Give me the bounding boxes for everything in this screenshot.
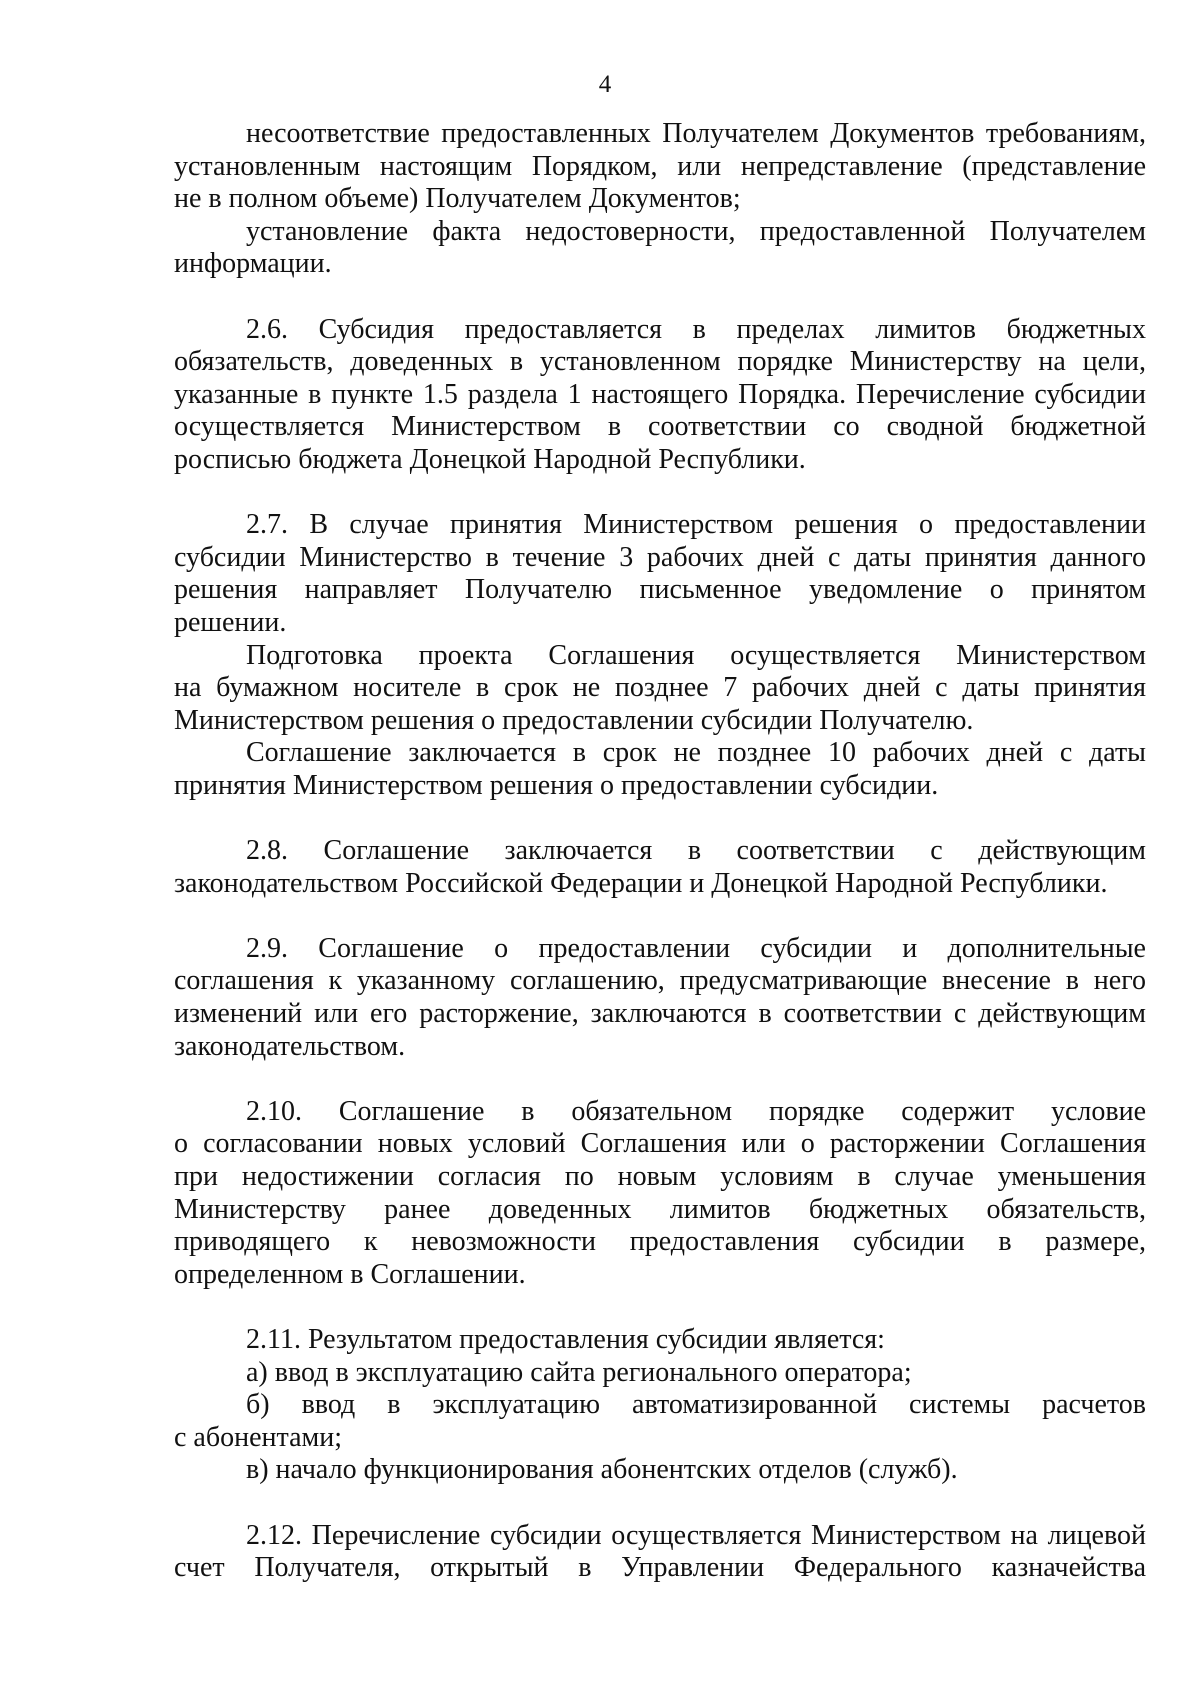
line-row (174, 1520, 1146, 1553)
text-line: 2.8. Соглашение заключается в соответствии с действующим (246, 835, 1146, 867)
text-line: Министерству ранее доведенных лимитов бюджетных обязательств, (174, 1193, 1146, 1225)
text-line: Министерством решения о предоставлении субсидии Получателю. (174, 704, 974, 736)
paragraph-p4 (174, 509, 1146, 639)
text-line: 2.11. Результатом предоставления субсидии является: (246, 1323, 885, 1355)
line-row (174, 998, 1146, 1031)
paragraph-p14 (174, 1520, 1146, 1585)
page-number: 4 (598, 71, 612, 98)
text-line: информации. (174, 248, 332, 280)
paragraph-gap (174, 281, 1146, 314)
text-line: обязательств, доведенных в установленном порядке Министерству на цели, (174, 346, 1146, 378)
paragraph-p1 (174, 118, 1146, 216)
text-line: на бумажном носителе в срок не позднее 7 рабочих дней с даты принятия (174, 672, 1146, 704)
paragraph-gap (174, 1063, 1146, 1096)
paragraph-gap (174, 1487, 1146, 1520)
text-line: законодательством Российской Федерации и Донецкой Народной Республики. (174, 867, 1108, 899)
text-line: указанные в пункте 1.5 раздела 1 настоящего Порядка. Перечисление субсидии (174, 378, 1146, 410)
text-line: решения направляет Получателю письменное уведомление о принятом (174, 574, 1146, 606)
text-line: несоответствие предоставленных Получателем Документов требованиям, (246, 118, 1146, 149)
paragraph-p12 (174, 1389, 1146, 1454)
paragraph-p5 (174, 640, 1146, 738)
text-line: установленным настоящим Порядком, или непредставление (представление (174, 150, 1146, 182)
line-row (174, 1161, 1146, 1194)
line-row (174, 1259, 1146, 1292)
text-line: приводящего к невозможности предоставления субсидии в размере, (174, 1226, 1146, 1258)
line-row (174, 640, 1146, 673)
line-row (174, 216, 1146, 249)
line-row (174, 1454, 1146, 1487)
paragraph-p9 (174, 1096, 1146, 1292)
text-line: при недостижении согласия по новым условиям в случае уменьшения (174, 1161, 1146, 1192)
line-row (174, 183, 1146, 216)
line-row (174, 1128, 1146, 1161)
paragraph-p13 (174, 1454, 1146, 1487)
paragraph-gap (174, 477, 1146, 510)
paragraph-p3 (174, 314, 1146, 477)
line-row (174, 1226, 1146, 1259)
text-line: определенном в Соглашении. (174, 1258, 526, 1290)
line-row (174, 835, 1146, 868)
text-line: 2.7. В случае принятия Министерством решения о предоставлении (246, 509, 1146, 541)
paragraph-gap (174, 900, 1146, 933)
text-line: 2.6. Субсидия предоставляется в пределах лимитов бюджетных (246, 313, 1146, 345)
text-line: не в полном объеме) Получателем Документов; (174, 183, 741, 215)
text-line: а) ввод в эксплуатацию сайта регионального оператора; (246, 1356, 912, 1388)
line-row (174, 248, 1146, 281)
line-row (174, 444, 1146, 477)
text-line: счет Получателя, открытый в Управлении Федерального казначейства (174, 1552, 1146, 1584)
text-line: законодательством. (174, 1030, 406, 1062)
paragraph-p11 (174, 1357, 1146, 1390)
text-line: 2.12. Перечисление субсидии осуществляется Министерством на лицевой (246, 1519, 1146, 1551)
text-line: с абонентами; (174, 1421, 342, 1453)
line-row (174, 346, 1146, 379)
text-line: принятия Министерством решения о предоставлении субсидии. (174, 769, 939, 801)
line-row (174, 1389, 1146, 1422)
line-row (174, 1552, 1146, 1585)
line-row (174, 933, 1146, 966)
line-row (174, 1194, 1146, 1227)
paragraph-gap (174, 802, 1146, 835)
line-row (174, 607, 1146, 640)
text-line: о согласовании новых условий Соглашения или о расторжении Соглашения (174, 1128, 1146, 1160)
text-line: решении. (174, 606, 287, 638)
line-row (174, 868, 1146, 901)
text-line: Соглашение заключается в срок не позднее 10 рабочих дней с даты (246, 737, 1146, 769)
line-row (174, 1324, 1146, 1357)
line-row (174, 672, 1146, 705)
line-row (174, 705, 1146, 738)
document-body (174, 118, 1146, 1585)
line-row (174, 118, 1146, 151)
line-row (174, 314, 1146, 347)
line-row (174, 1096, 1146, 1129)
text-line: субсидии Министерство в течение 3 рабочих дней с даты принятия данного (174, 541, 1146, 573)
text-line: Подготовка проекта Соглашения осуществляется Министерством (246, 639, 1146, 671)
paragraph-p10 (174, 1324, 1146, 1357)
text-line: 2.10. Соглашение в обязательном порядке содержит условие (246, 1095, 1146, 1127)
line-row (174, 151, 1146, 184)
text-line: б) ввод в эксплуатацию автоматизированной системы расчетов (246, 1389, 1146, 1421)
line-row (174, 1031, 1146, 1064)
paragraph-p7 (174, 835, 1146, 900)
paragraph-p6 (174, 737, 1146, 802)
text-line: изменений или его расторжение, заключаются в соответствии с действующим (174, 998, 1146, 1030)
line-row (174, 770, 1146, 803)
text-line: росписью бюджета Донецкой Народной Республики. (174, 443, 806, 475)
text-line: соглашения к указанному соглашению, предусматривающие внесение в него (174, 965, 1146, 997)
line-row (174, 411, 1146, 444)
line-row (174, 574, 1146, 607)
line-row (174, 1357, 1146, 1390)
text-line: в) начало функционирования абонентских отделов (служб). (246, 1454, 958, 1486)
paragraph-p8 (174, 933, 1146, 1063)
line-row (174, 542, 1146, 575)
line-row (174, 737, 1146, 770)
text-line: установление факта недостоверности, предоставленной Получателем (246, 215, 1146, 247)
paragraph-p2 (174, 216, 1146, 281)
text-line: осуществляется Министерством в соответствии со сводной бюджетной (174, 411, 1146, 443)
line-row (174, 965, 1146, 998)
line-row (174, 509, 1146, 542)
line-row (174, 379, 1146, 412)
text-line: 2.9. Соглашение о предоставлении субсидии и дополнительные (246, 932, 1146, 964)
line-row (174, 1422, 1146, 1455)
paragraph-gap (174, 1291, 1146, 1324)
